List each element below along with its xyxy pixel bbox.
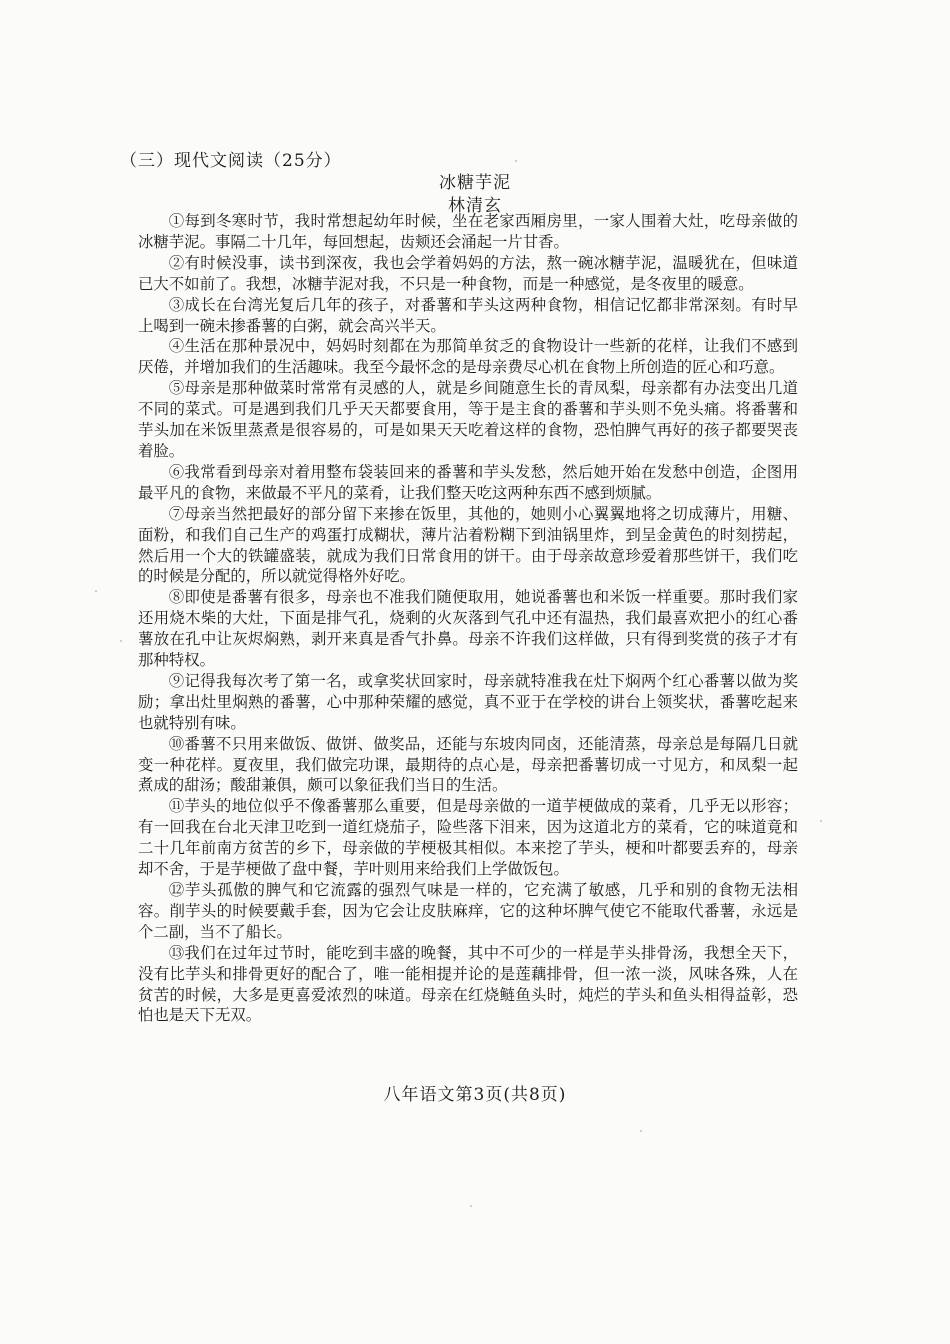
paragraph-7: ⑦母亲当然把最好的部分留下来掺在饭里，其他的，她则小心翼翼地将之切成薄片，用糖、面粉，和我们自己生产的鸡蛋打成糊状，薄片沾着粉糊下到油锅里炸，到呈金黄色的时刻捞起，然后用一个大的铁罐盛装，就成为我们日常食用的饼干。由于母亲故意珍爱着那些饼干，我们吃的时候是分配的，所以就觉得格外好吃。: [138, 504, 798, 586]
paragraph-1: ①每到冬寒时节，我时常想起幼年时候，坐在老家西厢房里，一家人围着大灶，吃母亲做的冰糖芋泥。事隔二十几年，每回想起，齿颊还会涌起一片甘香。: [138, 212, 798, 251]
scan-speck: [515, 160, 517, 162]
paragraph-5: ⑤母亲是那种做菜时常常有灵感的人，就是乡间随意生长的青凤梨，母亲都有办法变出几道不同的菜式。可是遇到我们几乎天天都要食用，等于是主食的番薯和芋头则不免头痛。将番薯和芋头加在米饭里蒸煮是很容易的，可是如果天天吃着这样的食物，恐怕脾气再好的孩子都要哭丧着脸。: [138, 379, 798, 460]
paragraph-8: ⑧即使是番薯有很多，母亲也不准我们随便取用，她说番薯也和米饭一样重要。那时我们家还用烧木柴的大灶，下面是排气孔，烧剩的火灰落到气孔中还有温热，我们最喜欢把小的红心番薯放在孔中让灰烬焖熟，剥开来真是香气扑鼻。母亲不许我们这样做，只有得到奖赏的孩子才有那种特权。: [138, 588, 798, 670]
scan-speck: [820, 820, 822, 822]
section-heading: （三）现代文阅读（25分）: [120, 151, 342, 171]
scan-speck: [120, 640, 122, 642]
paragraph-13: ⑬我们在过年过节时，能吃到丰盛的晚餐，其中不可少的一样是芋头排骨汤，我想全天下，没有比芋头和排骨更好的配合了，唯一能相提并论的是莲藕排骨，但一浓一淡，风味各殊，人在贫苦的时候，大多是更喜爱浓烈的味道。母亲在红烧鲢鱼头时，炖烂的芋头和鱼头相得益彰，恐怕也是天下无双。: [138, 943, 798, 1025]
article-body: [138, 211, 798, 1026]
paragraph-11: ⑪芋头的地位似乎不像番薯那么重要，但是母亲做的一道芋梗做成的菜肴，几乎无以形容；有一回我在台北天津卫吃到一道红烧茄子，险些落下泪来，因为这道北方的菜肴，它的味道竟和二十几年前南方贫苦的乡下，母亲做的芋梗极其相似。本来挖了芋头，梗和叶都要丢弃的，母亲却不舍，于是芋梗做了盘中餐，芋叶则用来给我们上学做饭包。: [138, 797, 798, 879]
scan-speck: [95, 590, 97, 592]
article-author: 林清玄: [448, 196, 502, 216]
paragraph-4: ④生活在那种景况中，妈妈时刻都在为那简单贫乏的食物设计一些新的花样，让我们不感到厌倦，并增加我们的生活趣味。我至今最怀念的是母亲费尽心机在食物上所创造的匠心和巧意。: [138, 337, 798, 377]
paragraph-6: ⑥我常看到母亲对着用整布袋装回来的番薯和芋头发愁，然后她开始在发愁中创造，企图用最平凡的食物，来做最不平凡的菜肴，让我们整天吃这两种东西不感到烦腻。: [138, 462, 798, 502]
page-footer: 八年语文第3页(共8页): [383, 1085, 567, 1105]
paragraph-10: ⑩番薯不只用来做饭、做饼、做奖品，还能与东坡肉同卤，还能清蒸，母亲总是每隔几日就变一种花样。夏夜里，我们做完功课，最期待的点心是，母亲把番薯切成一寸见方，和凤梨一起煮成的甜汤；酸甜兼俱，颇可以象征我们当日的生活。: [138, 734, 798, 795]
article-title: 冰糖芋泥: [439, 173, 511, 193]
scan-speck: [640, 1130, 642, 1132]
scan-speck: [470, 1205, 472, 1207]
paragraph-12: ⑫芋头孤傲的脾气和它流露的强烈气味是一样的，它充满了敏感，几乎和别的食物无法相容。削芋头的时候要戴手套，因为它会让皮肤麻痒，它的这种坏脾气使它不能取代番薯，永远是个二副，当不了船长。: [138, 881, 798, 941]
paragraph-2: ②有时候没事，读书到深夜，我也会学着妈妈的方法，熬一碗冰糖芋泥，温暖犹在，但味道已大不如前了。我想，冰糖芋泥对我，不只是一种食物，而是一种感觉，是冬夜里的暖意。: [138, 253, 798, 293]
paragraph-3: ③成长在台湾光复后几年的孩子，对番薯和芋头这两种食物，相信记忆都非常深刻。有时早上喝到一碗未掺番薯的白粥，就会高兴半天。: [138, 295, 798, 335]
paragraph-9: ⑨记得我每次考了第一名，或拿奖状回家时，母亲就特准我在灶下焖两个红心番薯以做为奖励；拿出灶里焖熟的番薯，心中那种荣耀的感觉，真不亚于在学校的讲台上领奖状，番薯吃起来也就特别有味。: [138, 671, 798, 732]
